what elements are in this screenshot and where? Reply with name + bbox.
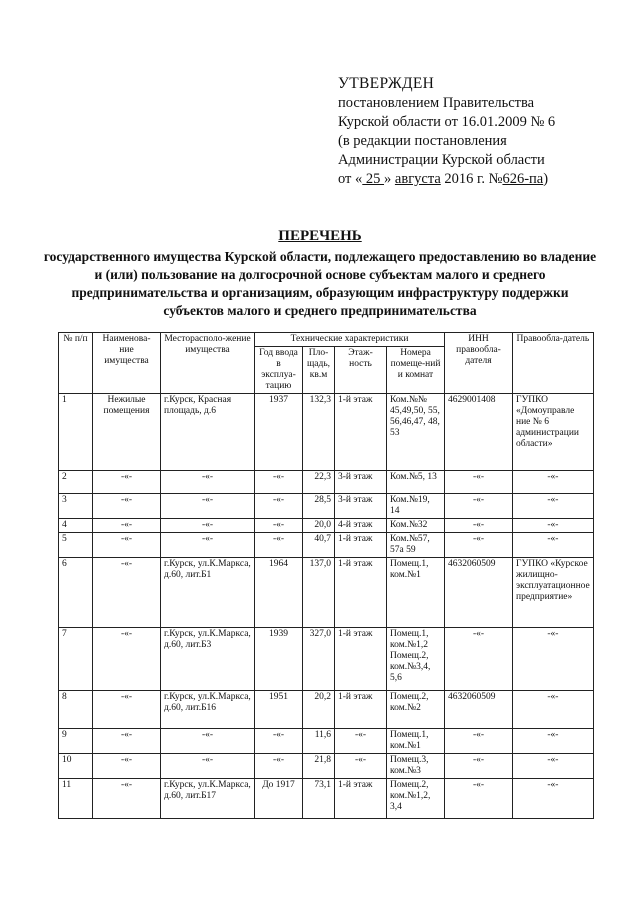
cell-name: -«- [93, 691, 161, 729]
cell-floor: 1-й этаж [335, 394, 387, 471]
cell-rooms: Помещ.2, ком.№1,2, 3,4 [387, 779, 445, 819]
cell-rooms: Ком.№№ 45,49,50, 55, 56,46,47, 48, 53 [387, 394, 445, 471]
cell-holder: -«- [513, 691, 594, 729]
cell-num: 5 [59, 533, 93, 558]
cell-rooms: Помещ.3, ком.№3 [387, 754, 445, 779]
cell-area: 40,7 [303, 533, 335, 558]
approval-day: 25 [362, 171, 385, 187]
cell-area: 20,2 [303, 691, 335, 729]
cell-holder: -«- [513, 519, 594, 533]
cell-name: -«- [93, 779, 161, 819]
cell-holder: ГУПКО «Домоуправле ние № 6 администрации области» [513, 394, 594, 471]
cell-location: -«- [161, 494, 255, 519]
header-rooms: Номера помеще-ний и комнат [387, 347, 445, 394]
cell-inn: -«- [445, 729, 513, 754]
cell-year: -«- [255, 519, 303, 533]
cell-year: -«- [255, 729, 303, 754]
cell-inn: 4629001408 [445, 394, 513, 471]
cell-rooms: Ком.№19, 14 [387, 494, 445, 519]
cell-inn: 4632060509 [445, 691, 513, 729]
cell-rooms: Ком.№57, 57а 59 [387, 533, 445, 558]
cell-holder: -«- [513, 494, 594, 519]
table-row [59, 691, 594, 729]
header-year: Год ввода в эксплуа-тацию [255, 347, 303, 394]
table-row [59, 494, 594, 519]
approval-line-3: (в редакции постановления [338, 133, 507, 149]
table-row [59, 519, 594, 533]
cell-inn: -«- [445, 533, 513, 558]
cell-num: 4 [59, 519, 93, 533]
cell-year: 1937 [255, 394, 303, 471]
cell-year: -«- [255, 471, 303, 494]
cell-floor: 1-й этаж [335, 691, 387, 729]
cell-year: -«- [255, 754, 303, 779]
header-location: Месторасполо-жение имущества [161, 333, 255, 394]
cell-location: -«- [161, 519, 255, 533]
cell-rooms: Помещ.1, ком.№1,2 Помещ.2, ком.№3,4, 5,6 [387, 628, 445, 691]
cell-num: 6 [59, 558, 93, 628]
cell-holder: -«- [513, 533, 594, 558]
cell-rooms: Ком.№32 [387, 519, 445, 533]
cell-rooms: Помещ.2, ком.№2 [387, 691, 445, 729]
cell-name: -«- [93, 754, 161, 779]
cell-area: 137,0 [303, 558, 335, 628]
cell-num: 2 [59, 471, 93, 494]
cell-name: -«- [93, 533, 161, 558]
cell-area: 327,0 [303, 628, 335, 691]
document-title: ПЕРЕЧЕНЬ [278, 228, 362, 244]
cell-name: -«- [93, 471, 161, 494]
cell-inn: 4632060509 [445, 558, 513, 628]
cell-name: Нежилые помещения [93, 394, 161, 471]
header-technical: Технические характеристики [255, 333, 445, 347]
header-name: Наименова-ние имущества [93, 333, 161, 394]
approval-line-2: Курской области от 16.01.2009 № 6 [338, 114, 556, 130]
cell-num: 8 [59, 691, 93, 729]
approval-line-4: Администрации Курской области [338, 152, 545, 168]
cell-holder: -«- [513, 779, 594, 819]
cell-rooms: Ком.№5, 13 [387, 471, 445, 494]
table-row [59, 729, 594, 754]
approval-stamp [338, 74, 628, 189]
approval-line-5 [338, 170, 628, 189]
cell-year: -«- [255, 494, 303, 519]
cell-year: -«- [255, 533, 303, 558]
cell-year: 1939 [255, 628, 303, 691]
cell-num: 1 [59, 394, 93, 471]
table-row [59, 471, 594, 494]
cell-location: г.Курск, ул.К.Маркса, д.60, лит.Б3 [161, 628, 255, 691]
cell-area: 132,3 [303, 394, 335, 471]
header-inn: ИНН правообла-дателя [445, 333, 513, 394]
header-num: № п/п [59, 333, 93, 394]
cell-inn: -«- [445, 471, 513, 494]
cell-floor: 4-й этаж [335, 519, 387, 533]
cell-floor: 3-й этаж [335, 471, 387, 494]
cell-area: 21,8 [303, 754, 335, 779]
cell-inn: -«- [445, 519, 513, 533]
cell-floor: -«- [335, 729, 387, 754]
header-floor: Этаж-ность [335, 347, 387, 394]
cell-num: 7 [59, 628, 93, 691]
cell-name: -«- [93, 729, 161, 754]
table-row [59, 779, 594, 819]
table-row [59, 533, 594, 558]
approval-date-mid: » [384, 171, 395, 187]
cell-name: -«- [93, 494, 161, 519]
cell-num: 3 [59, 494, 93, 519]
cell-floor: -«- [335, 754, 387, 779]
cell-year: 1964 [255, 558, 303, 628]
header-area: Пло-щадь, кв.м [303, 347, 335, 394]
table-row [59, 628, 594, 691]
cell-location: г.Курск, ул.К.Маркса, д.60, лит.Б1 [161, 558, 255, 628]
cell-inn: -«- [445, 628, 513, 691]
cell-num: 10 [59, 754, 93, 779]
approval-year: 2016 г. № [440, 171, 503, 187]
cell-num: 9 [59, 729, 93, 754]
cell-inn: -«- [445, 754, 513, 779]
document-subtitle: государственного имущества Курской области, подлежащего предоставлению во владение и (или) пользование на долгосрочной основе субъектам малого и среднего предпринимательства и организациям, образующим инфраструктуру поддержки субъектов малого и среднего предпринимательства [43, 249, 597, 318]
cell-location: -«- [161, 471, 255, 494]
cell-holder: -«- [513, 471, 594, 494]
table-row [59, 754, 594, 779]
cell-location: -«- [161, 754, 255, 779]
cell-holder: -«- [513, 729, 594, 754]
cell-floor: 1-й этаж [335, 558, 387, 628]
approval-month: августа [394, 171, 441, 187]
cell-location: г.Курск, ул.К.Маркса, д.60, лит.Б16 [161, 691, 255, 729]
cell-location: -«- [161, 533, 255, 558]
cell-holder: -«- [513, 754, 594, 779]
cell-name: -«- [93, 558, 161, 628]
cell-holder: -«- [513, 628, 594, 691]
cell-floor: 1-й этаж [335, 628, 387, 691]
cell-year: До 1917 [255, 779, 303, 819]
cell-area: 28,5 [303, 494, 335, 519]
cell-area: 20,0 [303, 519, 335, 533]
cell-rooms: Помещ.1, ком.№1 [387, 558, 445, 628]
cell-area: 73,1 [303, 779, 335, 819]
cell-holder: ГУПКО «Курское жилищно-эксплуатационное предприятие» [513, 558, 594, 628]
cell-name: -«- [93, 519, 161, 533]
cell-inn: -«- [445, 494, 513, 519]
table-body [59, 394, 594, 819]
cell-location: г.Курск, ул.К.Маркса, д.60, лит.Б17 [161, 779, 255, 819]
cell-floor: 1-й этаж [335, 779, 387, 819]
cell-rooms: Помещ.1, ком.№1 [387, 729, 445, 754]
approval-line-1: постановлением Правительства [338, 95, 535, 111]
cell-location: г.Курск, Красная площадь, д.6 [161, 394, 255, 471]
header-holder: Правообла-датель [513, 333, 594, 394]
cell-floor: 3-й этаж [335, 494, 387, 519]
cell-area: 22,3 [303, 471, 335, 494]
cell-inn: -«- [445, 779, 513, 819]
table-row [59, 394, 594, 471]
approval-date-prefix: от « [338, 171, 363, 187]
cell-year: 1951 [255, 691, 303, 729]
cell-floor: 1-й этаж [335, 533, 387, 558]
cell-name: -«- [93, 628, 161, 691]
approval-close: ) [543, 171, 549, 187]
cell-location: -«- [161, 729, 255, 754]
document-title-block [40, 227, 600, 320]
property-table [58, 332, 594, 819]
cell-area: 11,6 [303, 729, 335, 754]
cell-num: 11 [59, 779, 93, 819]
approval-heading: УТВЕРЖДЕН [338, 75, 435, 92]
table-row [59, 558, 594, 628]
approval-number: 626-па [502, 171, 544, 187]
